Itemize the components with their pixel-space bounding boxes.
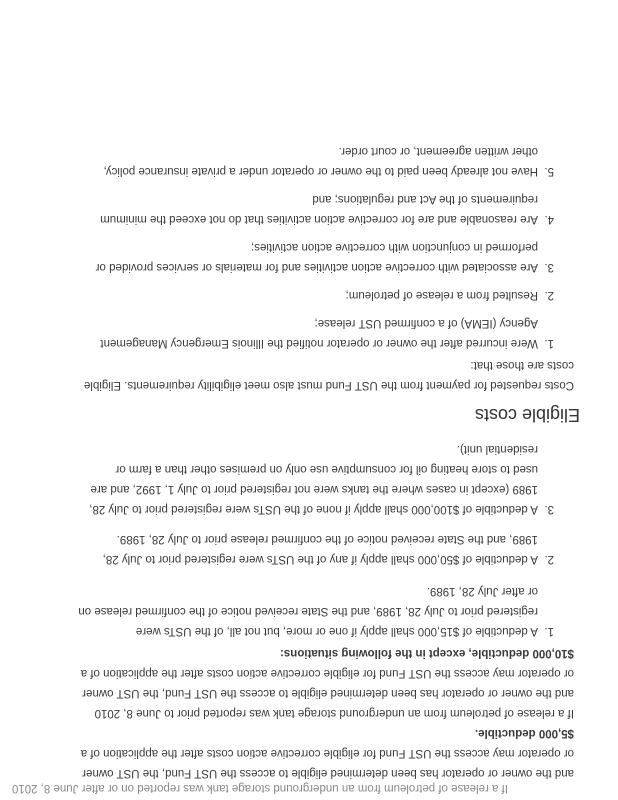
paragraph-line: and the owner or operator has been determined eligible to access the UST Fund, the UST owner <box>82 687 574 699</box>
list-item: Were incurred after the owner or operator notified the Illinois Emergency Management <box>100 337 538 349</box>
list-number: 1. <box>544 337 554 349</box>
list-item: other written agreement, or court order. <box>338 145 538 157</box>
cut-off-line: If a release of petroleum from an underground storage tank was reported on or after June 8, 2010 <box>11 782 508 794</box>
list-item: A deductible of $50,000 shall apply if any of the USTs were registered prior to July 28, <box>102 553 538 565</box>
list-item: Are reasonable and are for corrective action activities that do not exceed the minimum <box>100 213 538 225</box>
deductible-10000: $10,000 deductible, except in the following situations: <box>280 647 574 659</box>
list-number: 5. <box>544 165 554 177</box>
paragraph-line: or operator may access the UST Fund for eligible corrective action costs after the application of a <box>80 747 574 759</box>
paragraph-line: costs are those that: <box>470 359 574 371</box>
list-item: 1989, and the State received notice of the confirmed release prior to July 28, 1989. <box>116 533 538 545</box>
list-item: performed in conjunction with corrective action activities; <box>251 241 538 253</box>
list-number: 3. <box>544 261 554 273</box>
list-item: Agency (IEMA) of a confirmed UST release; <box>314 317 538 329</box>
list-number: 2. <box>544 553 554 565</box>
paragraph-line: or operator may access the UST Fund for eligible corrective action costs after the application of a <box>80 667 574 679</box>
list-item: Resulted from a release of petroleum; <box>345 289 538 301</box>
list-item: or after July 28, 1989. <box>426 585 538 597</box>
deductible-5000: $5,000 deductible. <box>474 727 574 739</box>
paragraph-line: If a release of petroleum from an underground storage tank was reported prior to June 8, 2010 <box>94 707 574 719</box>
paragraph-line: Costs requested for payment from the UST Fund must also meet eligibility requirements. Eligible <box>83 379 574 391</box>
list-number: 3. <box>544 503 554 515</box>
list-item: Have not already been paid to the owner or operator under a private insurance policy, <box>103 165 538 177</box>
list-item: residential unit). <box>456 443 538 455</box>
list-item: registered prior to July 28, 1989, and the State received notice of the confirmed release on <box>78 605 538 617</box>
paragraph-line: and the owner or operator has been determined eligible to access the UST Fund, the UST owner <box>82 767 574 779</box>
section-heading: Eligible costs <box>474 405 580 425</box>
list-number: 1. <box>544 625 554 637</box>
list-item: A deductible of $15,000 shall apply if one or more, but not all, of the USTs were <box>135 625 538 637</box>
list-item: 1989 (except in cases where the tanks were not registered prior to July 1, 1992, and are <box>90 483 538 495</box>
list-item: requirements of the Act and regulations; and <box>312 193 538 205</box>
list-item: Are associated with corrective action activities and for materials or services provided or <box>95 261 538 273</box>
list-item: used to store heating oil for consumptive use only on premises other than a farm or <box>115 463 538 475</box>
list-number: 2. <box>544 289 554 301</box>
list-number: 4. <box>544 213 554 225</box>
list-item: A deductible of $100,000 shall apply if none of the USTs were registered prior to July 28, <box>89 503 538 515</box>
